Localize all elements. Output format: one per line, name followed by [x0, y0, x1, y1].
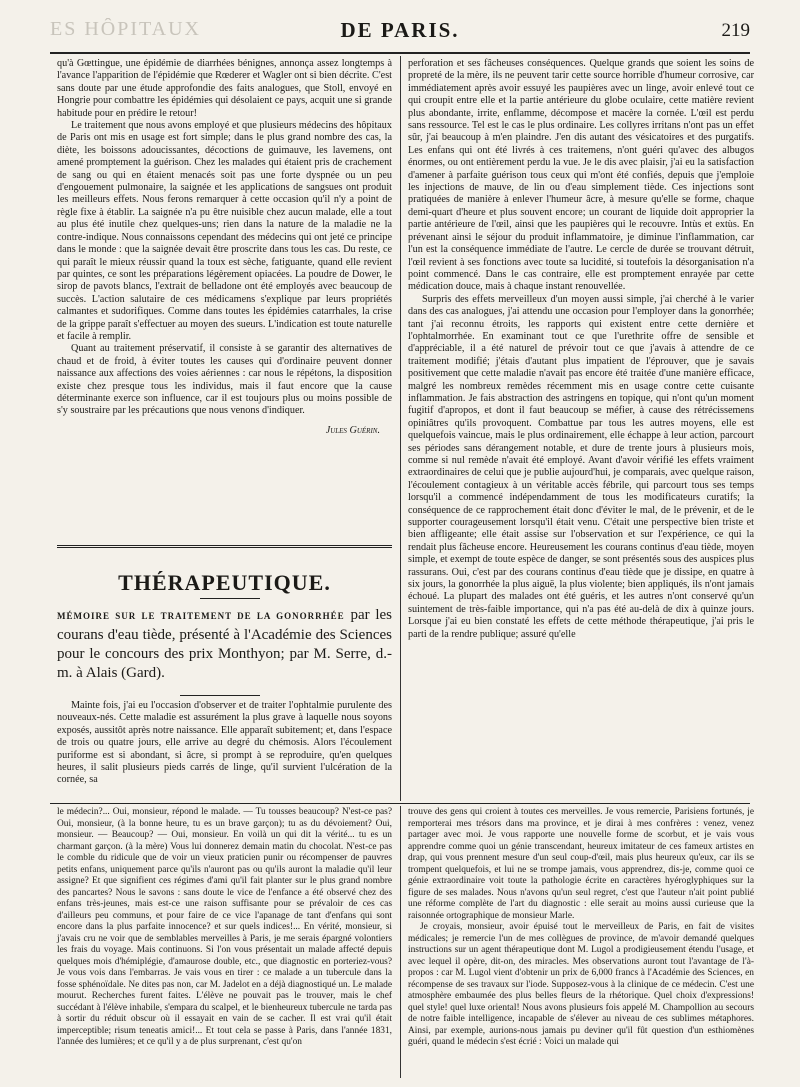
- section-separator: [57, 545, 392, 548]
- running-title: DE PARIS.: [340, 18, 460, 42]
- author-signature: Jules Guérin.: [325, 424, 380, 436]
- paragraph: Mainte fois, j'ai eu l'occasion d'observer et de traiter l'ophtalmie purulente des nouveaux-nés. Cette maladie est assurément la plus grave à laquelle nous soyons exposés, aussitôt après notre naissance. Elle apparaît subitement; et, dans l'espace de trois ou quatre jours, elle arrive au degré du chémosis. Alors l'écoulement puriforme est si abondant, si âcre, si prompt à se reproduire, qu'en quelques heures, il salit plusieurs pieds carrés de linge, qu'il survient l'ulcération de la cornée, sa: [57, 700, 392, 786]
- memoir-heading-rest: par les courans d'eau tiède, présenté à l'Académie des Sciences pour le concours des prix Monthyon; par M. Serre, d.-m. à Alais (Gard).: [57, 607, 392, 681]
- paragraph: le médecin?... Oui, monsieur, répond le malade. — Tu tousses beaucoup? N'est-ce pas? Oui, monsieur, (à la bonne heure, tu es un brave garçon); tu as du dévoiement? Oui, monsieur. — Beaucoup? — Oui, monsieur. En voilà un qui dit la vérité... tu es un charmant garçon. (à la mère) Vous lui donnerez demain matin du chocolat. N'est-ce pas le comble du ridicule que de voir un vieux praticien punir ou récompenser de pauvres petits enfans, uniquement parce qu'ils n'auront pas ou qu'ils auront la maladie qu'il leur assigne? Et que signifient ces régimes d'ami qu'il fait planter sur le plus grand nombre des pancartes? Nous le savons : sans doute le vice de l'enfance a été observé chez des enfans très-jeunes, mais est-ce une raison suffisante pour se prévaloir de ces cas d'ailleurs peu communs, et pour faire de ce vice l'apanage de tant d'enfans qui sont encore dans la plus parfaite innocence? et sur quels indices!... En vérité, monsieur, si j'avais cru ne voir que de semblables merveilles à Paris, je me serais épargné volontiers les frais du voyage. Mais continuons. Si l'on vous présentait un malade affecté depuis quelques mois d'hémiplégie, d'amaurose double, etc., que diagnostic en porteriez-vous? Je vous vois dans l'embarras. Je vais vous en tirer : ce malade a un tubercule dans la fosse sphénoïdale. Ne dites pas non, car M. Jadelot en a déjà diagnostiqué un. Le malade mourut. Recherches furent faites. L'élève ne pouvait pas le trouver, mais le chef succédant à l'élève inhabile, s'empara du scalpel, et le bienheureux tubercule ne tarda pas à sortir du réduit obscur où il essayait en vain de se cacher. Il est vrai qu'il était imperceptible; risum teneatis amici!... Et tout cela se passe à Paris, dans l'année 1831, l'année des lumières; et ce qu'il y a de plus surprenant, c'est qu'on: [57, 807, 392, 1047]
- title-underline: [200, 598, 260, 599]
- paragraph: qu'à Gœttingue, une épidémie de diarrhées bénignes, annonça assez longtemps à l'avance l'apparition de l'épidémie que Rœderer et Wagler ont si bien décrite. C'est sans doute par une étude approfondie des faits analogues, que Stoll, envoyé en Hongrie pour combattre les épidémies qui désolaient ce pays, acquit une si grande habitude pour en prédire le retour!: [57, 58, 392, 119]
- paragraph: perforation et ses fâcheuses conséquences. Quelque grands que soient les soins de propreté de la mère, ils ne peuvent tarir cette source horrible d'humeur corrosive, car immédiatement après avoir essuyé les paupières avec un linge, avoir enlevé tout ce qui croupit entre elle et la partie antérieure du globe oculaire, cette matière revient plus abondante, irrite, enflamme, décompose et macère la cornée. L'œil est perdu sans ressource. Tel est le cas le plus ordinaire. Les collyres irritans n'ont pas un effet sûr, j'ai beaucoup à m'en plaindre. J'en dis autant des vésicatoires et des purgatifs. Les enfans qui ont été livrés à ces traitemens, n'ont guéri qu'avec des albugos énormes, ou ont entièrement perdu la vue. Je le dis avec plaisir, j'ai eu la satisfaction d'amener à parfaite guérison tous ceux qui m'ont été confiés, depuis que j'emploie les injections de mauve, de lin ou d'eau simplement tiède. Ces injections sont pratiquées de manière à enlever l'humeur âcre, à mesure qu'elle se forme, chaque demi-quart d'heure et plus souvent encore; un courant de liquide doit approprier la partie antérieure de l'œil, ainsi que les paupières qui le recouvre. Intùs et extùs. En prévenant ainsi le séjour du produit inflammatoire, je diminue l'inflammation, car l'un est la conséquence immédiate de l'autre. Le cercle de durée se trouvant détruit, l'œil revient à ses fonctions avec toute sa lucidité, si toutefois la désorganisation n'a point commencé. Dans le cas contraire, elle est promptement enrayée par cette médication douce, mais à chaque instant renouvellée.: [408, 58, 754, 293]
- memoir-heading-lead: MÉMOIRE SUR LE TRAITEMENT DE LA GONORRHÉE: [57, 611, 345, 621]
- section-title: THÉRAPEUTIQUE.: [118, 570, 331, 595]
- left-column-memoir: [57, 700, 392, 787]
- header-rule: [50, 52, 750, 54]
- memoir-heading: [57, 606, 392, 683]
- paragraph: Je croyais, monsieur, avoir épuisé tout le merveilleux de Paris, en fait de visites médicales; je remercie l'un de mes collègues de province, de m'avoir demandé quelques instructions sur un agent thérapeutique dont M. Lugol a prodigieusement étendu l'usage, et avec lequel il opère, dit-on, des miracles. Mes observations auront tout l'avantage de l'à-propos : car M. Lugol vient d'obtenir un prix de 6,000 francs à l'Académie des Sciences, en récompense de ses travaux sur l'iode. Supposez-vous à la clinique de ce médecin. C'est une atmosphère embaumée des plus belles fleurs de la rhétorique. Quel choix d'expressions! quel style! quel luxe oriental! Nous avons plusieurs fois appelé M. Champollion au secours de notre faible intelligence, incapable de s'élever au niveau de ces sublimes métaphores. Ainsi, par exemple, aurions-nous jamais pu deviner qu'il fût question d'un esthiomènes guéri, quand le médecin s'est écrié : Voici un malade qui: [408, 922, 754, 1047]
- bleed-through-header: ES HÔPITAUX: [50, 18, 201, 40]
- footer-rule: [50, 803, 750, 804]
- paragraph: trouve des gens qui croient à toutes ces merveilles. Je vous remercie, Parisiens fortunés, je remporterai mes trésors dans ma province, et je dirai à mes confrères : venez, venez partager avec moi. Je vous rapporte une nouvelle forme de scorbut, et je vais vous apprendre comme quoi un génie transcendant, heureux imitateur de ces fameux artistes en drap, qui vous prennent mesure d'un seul coup-d'œil, mais plus heureux qu'eux, car ils se trompent quelquefois, et lui ne se trompe jamais, vous apprendrez, dis-je, comme quoi ce génie extraordinaire voit toute la pathologie écrite en caractères hyéroglyphiques sur la figure de ses malades. Nous n'avons qu'un seul regret, c'est que l'auteur n'ait point publié une réforme complète de l'art du diagnostic : elle serait au moins aussi curieuse que la raisonnée ortographique de monsieur Marle.: [408, 807, 754, 921]
- right-column-memoir: [408, 58, 754, 641]
- footer-left-column: [57, 807, 392, 1049]
- page-header: [50, 18, 750, 50]
- paragraph: Le traitement que nous avons employé et que plusieurs médecins des hôpitaux de Paris ont mis en usage est fort simple; dans le plus grand nombre des cas, la diète, les boissons adoucissantes, décoctions de guimauve, les lavemens, ont amené promptement la guérison. Chez les malades qui étaient pris de crachement de sang ou qui en étaient menacés soit pas une forte dyspnée ou un peu d'engouement pulmonaire, la saignée et les applications de sangsues ont produit les meilleurs effets. Nous ferons remarquer à cette occasion qu'il n'y a point de règle fixe à établir. La saignée n'a pu être nuisible chez aucun malade, elle a tout au plus été inutile chez quelques-uns; rien dans la nature de la maladie ne la contre-indique. Nous connaissons cependant des médecins qui ont jeté ce principe dans le monde : que la saignée devait être proscrite dans tous les cas. Du reste, ce qui paraît le mieux réussir quand la toux est sèche, fatiguante, quand elle revient par quintes, ce sont les préparations légèrement opiacées. La poudre de Dower, le sirop de pavots blancs, l'extrait de belladone ont été employés avec beaucoup de succès. L'action salutaire de ces médicamens s'explique par leurs propriétés calmantes et sudorifiques. Comme dans toutes les épidémies catarrhales, la crise de la grippe paraît s'effectuer au moyen des sueurs. L'indication est toute naturelle et facile à remplir.: [57, 120, 392, 342]
- memoir-rule: [180, 695, 260, 696]
- column-divider: [400, 56, 401, 801]
- left-column-article: [57, 58, 392, 437]
- footer-right-column: [408, 807, 754, 1049]
- footer-column-divider: [400, 806, 401, 1078]
- paragraph: Surpris des effets merveilleux d'un moyen aussi simple, j'ai cherché à le varier dans des cas analogues, j'ai attendu une occasion pour l'employer dans la gonorrhée; tant j'ai reconnu étroits, les rapports qui existent entre cette dernière et l'ophtalmorrhée. En examinant tout ce que l'urethrite offre de sensible et d'appréciable, il a été naturel de prévoir tout ce que j'avais à attendre de ce traitement modifié; j'étais d'autant plus impatient de l'éprouver, que je savais positivement que cette maladie n'avait pas encore été traitée d'une manière efficace, malgré les nombreux remèdes récemment mis en usage contre cette cuisante inflammation. Je fais abstraction des astringens en topique, qui n'ont qu'un moment fugitif d'apropos, et dont il faut beaucoup se méfier, à cause des rétrécissemens opiniâtres qu'ils provoquent. Combattue par tous les autres moyens, elle est quelquefois vaincue, mais le plus ordinairement, elle échappe à leur action, parcourt ses périodes sans dérangement notable, et dure de trente jours à plusieurs mois, comme si nul remède n'avait été employé. Avant d'avoir vérifié les effets vraiment extraordinaires de celui que je publie aujourd'hui, je comparais, avec quelque raison, l'écoulement contagieux à un véritable accès fébrile, qui parcourt tous ses temps lorsqu'il a commencé indépendamment de tous les modificateurs curatifs; la conséquence de ce rapprochement était donc d'éviter le mal, de le prévenir, et de le supporter courageusement lorsqu'il était venu. C'était une perspective bien triste et bien affligeante; elle était assise sur l'observation et sur l'expérience, ce qui la rendait plus fâcheuse encore. Heureusement les courans continus d'eau tiède, moyen simple, et exempt de toute espèce de danger, se sont présentés sous des auspices plus rassurans. Oui, c'est par des courans continus d'eau tiède que je dissipe, en quatre à six jours, la gonorrhée la plus aiguë, la plus violente; bien appliqués, ils n'ont jamais échoué. La plupart des malades ont été guéris, et les autres n'ont conservé qu'un suintement de très-faible importance, qui n'a pas été au-delà de dix à quinze jours. Lorsque j'ai eu bien constaté les effets de cette méthode thérapeutique, j'ai pris le parti de la rendre publique; assuré qu'elle: [408, 293, 754, 640]
- page-number: 219: [721, 20, 750, 41]
- paragraph: Quant au traitement préservatif, il consiste à se garantir des alternatives de chaud et de froid, à éviter toutes les causes qui d'ordinaire peuvent donner naissance aux affections des voies aériennes : car nous le répétons, la disposition existe chez presque tous les individus, mais il faut encore que la cause déterminante exerce son influence, car il est toujours plus ou moins possible de s'y soustraire par les précautions que nous venons d'indiquer.: [57, 343, 392, 417]
